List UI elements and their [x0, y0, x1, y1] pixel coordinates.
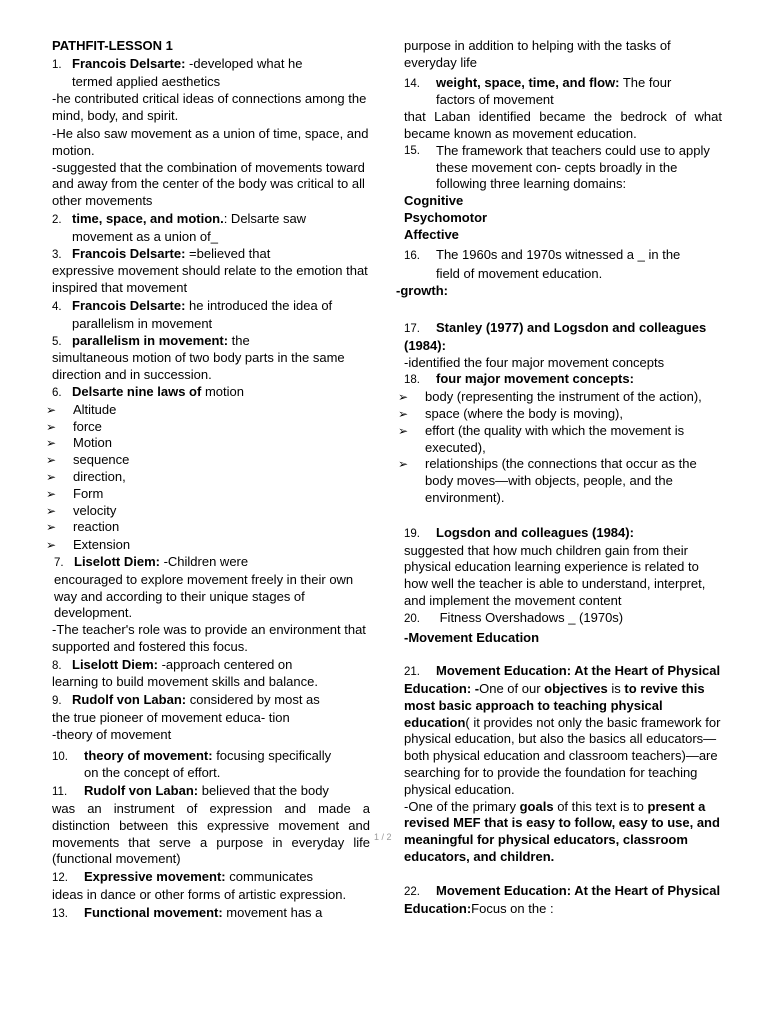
item-20: 20. Fitness Overshadows _ (1970s): [404, 609, 624, 625]
arrow-bullet-icon: ➢: [46, 436, 57, 451]
item-8: 8. Liselott Diem: -approach centered on learning to build movement skills and balance.: [52, 656, 318, 690]
arrow-bullet-icon: ➢: [398, 390, 409, 405]
arrow-bullet-icon: ➢: [398, 406, 409, 421]
item-6: 6. Delsarte nine laws of motion: [52, 383, 244, 399]
item-14: 14. weight, space, time, and flow: The four factors of movement: [404, 74, 672, 108]
arrow-bullet-icon: ➢: [46, 419, 57, 434]
item-7-note: -The teacher's role was to provide an environment that supported and fostered this focus.: [52, 622, 366, 654]
item-9: 9. Rudolf von Laban: considered by most as the true pioneer of movement educa- tion: [52, 692, 320, 726]
item-21-note: -One of the primary goals of this text is to present a revised MEF that is easy to follow, easy to use, and meaningful for physical educators, classroom educators, and children.: [404, 798, 720, 865]
law-item: ➢ Extension: [46, 537, 131, 553]
domains-list: [404, 193, 722, 243]
item-5: 5. parallelism in movement: the simultaneous motion of two body parts in the same direction and in succession.: [52, 332, 345, 383]
item-15: 15. The framework that teachers could use to apply these movement con- cepts broadly in the following three learning domains:: [404, 142, 710, 192]
item-11: 11. Rudolf von Laban: believed that the body was an instrument of expression and made a distinction between this expressive movement and movements that serve a purpose in everyday life (functional movement): [52, 783, 370, 867]
domain-item: Affective: [404, 226, 459, 242]
item-16: 16. The 1960s and 1970s witnessed a _ in the field of movement education.: [404, 246, 681, 282]
concept-item: ➢ effort (the quality with which the movement is executed),: [398, 422, 685, 455]
item-22: 22. Movement Education: At the Heart of Physical Education:Focus on the :: [404, 882, 721, 916]
item-1: 1. Francois Delsarte: -developed what he termed applied aesthetics: [52, 55, 303, 89]
item-17-note: -identified the four major movement concepts: [404, 354, 665, 370]
concept-item: ➢ body (representing the instrument of the action),: [398, 389, 702, 405]
law-item: ➢ direction,: [46, 468, 126, 484]
item-17: 17. Stanley (1977) and Logsdon and colleagues (1984):: [404, 319, 707, 353]
concept-item: ➢ space (where the body is moving),: [398, 405, 623, 421]
item-20-answer: -Movement Education: [404, 629, 540, 645]
item-7: 7. Liselott Diem: -Children were encouraged to explore movement freely in their own way and according to their unique stages of development.: [54, 553, 354, 621]
laws-list: [46, 401, 370, 554]
arrow-bullet-icon: ➢: [46, 538, 57, 553]
law-item: ➢ velocity: [46, 502, 117, 518]
domain-item: Cognitive: [404, 193, 464, 209]
item-4: 4. Francois Delsarte: he introduced the idea of parallelism in movement: [52, 297, 333, 331]
law-item: ➢ force: [46, 418, 102, 434]
left-column: [46, 38, 370, 923]
item-19: 19. Logsdon and colleagues (1984): suggested that how much children gain from their physical education learning experience is related to how well the teacher is able to understand, interpret, and implement the movement content: [404, 524, 706, 608]
item-9-note: -theory of movement: [52, 726, 172, 742]
item-1-note-3: -suggested that the combination of movements toward and away from the center of the body was critical to all other movements: [52, 159, 365, 209]
arrow-bullet-icon: ➢: [46, 469, 57, 484]
arrow-bullet-icon: ➢: [398, 457, 409, 472]
law-item: ➢ sequence: [46, 452, 130, 468]
arrow-bullet-icon: ➢: [46, 503, 57, 518]
item-10: 10. theory of movement: focusing specifically on the concept of effort.: [52, 747, 332, 781]
item-2: 2. time, space, and motion.: Delsarte saw movement as a union of_: [52, 210, 307, 244]
item-3: 3. Francois Delsarte: =believed that expressive movement should relate to the emotion that inspired that movement: [52, 245, 368, 296]
item-16-answer: -growth:: [396, 283, 448, 299]
arrow-bullet-icon: ➢: [46, 520, 57, 535]
right-column: [396, 38, 722, 917]
item-21: 21. Movement Education: At the Heart of Physical Education: -One of our objectives is to revive this most basic approach to teaching physical education( it provides not only the basic framework for physical education, but also the basics all educators—both physical education and classroom teachers)—are searching for to provide the foundation for teaching physical education.: [404, 663, 721, 797]
arrow-bullet-icon: ➢: [398, 423, 409, 438]
arrow-bullet-icon: ➢: [46, 402, 57, 417]
law-item: ➢ Motion: [46, 435, 113, 451]
arrow-bullet-icon: ➢: [46, 453, 57, 468]
arrow-bullet-icon: ➢: [46, 486, 57, 501]
law-item: ➢ Form: [46, 485, 104, 501]
item-12: 12. Expressive movement: communicates ideas in dance or other forms of artistic expression.: [52, 869, 347, 903]
item-14-note: that Laban identified became the bedrock of what became known as movement education.: [404, 109, 722, 141]
item-1-note-2: -He also saw movement as a union of time, space, and motion.: [52, 125, 369, 158]
concepts-list: [398, 389, 722, 507]
domain-item: Psychomotor: [404, 209, 488, 225]
law-item: ➢ reaction: [46, 519, 120, 535]
page-number: 1 / 2: [374, 832, 392, 842]
item-13: 13. Functional movement: movement has a: [52, 904, 323, 920]
item-18: 18. four major movement concepts:: [404, 371, 634, 387]
law-item: ➢ Altitude: [46, 401, 117, 417]
item-13-continued: purpose in addition to helping with the tasks of everyday life: [404, 38, 671, 70]
item-1-note-1: -he contributed critical ideas of connections among the mind, body, and spirit.: [52, 91, 367, 124]
concept-item: ➢ relationships (the connections that occur as the body moves—with objects, people, and the environment).: [398, 456, 697, 505]
page-title: PATHFIT-LESSON 1: [52, 38, 173, 53]
